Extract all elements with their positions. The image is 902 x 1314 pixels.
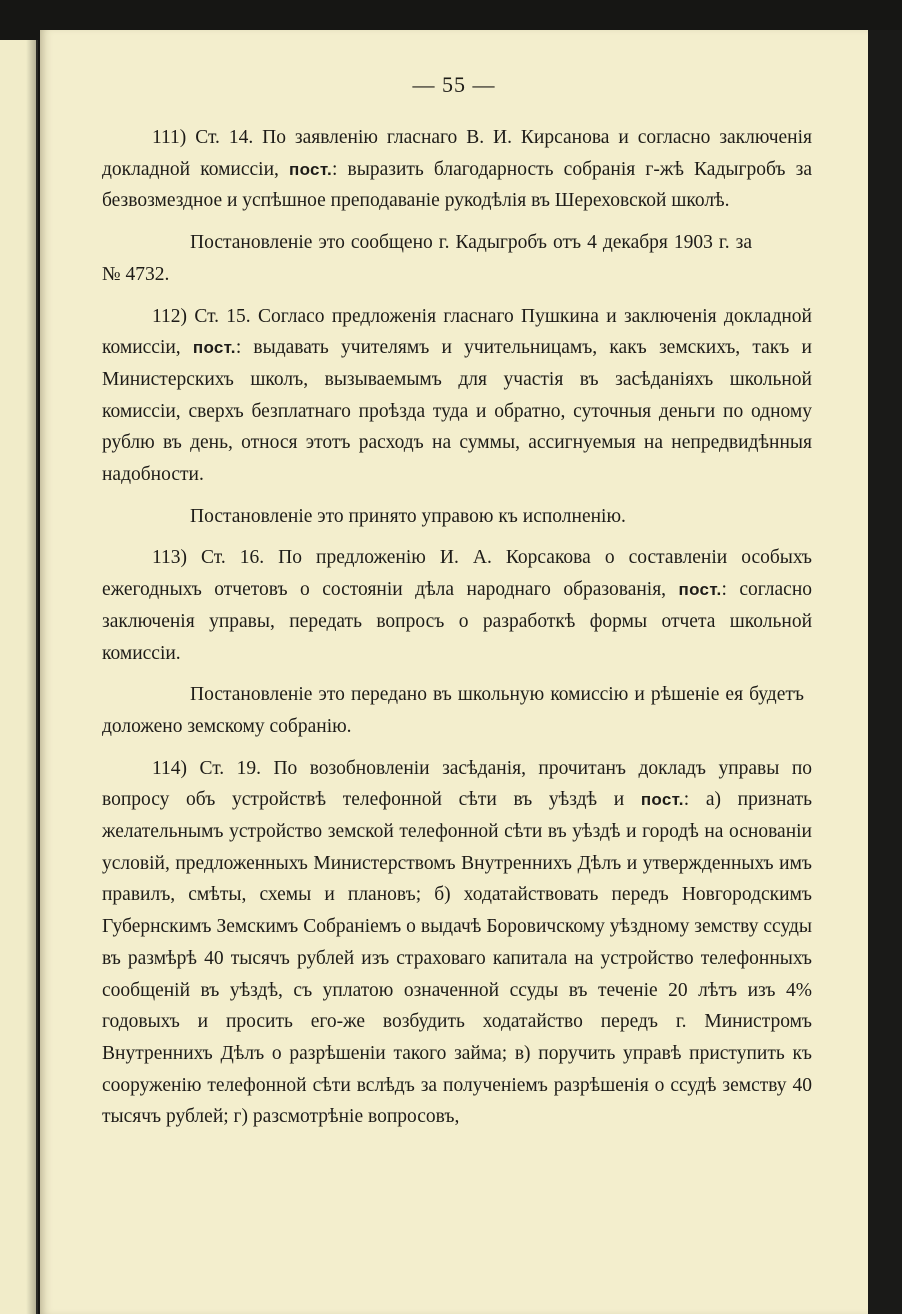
paragraph-114-text: 114) Ст. 19. По возобновленіи засѣданія, прочитанъ докладъ управы по вопросу объ устройствѣ телефонной сѣти въ уѣздѣ и bbox=[102, 757, 812, 811]
right-scan-border bbox=[868, 30, 902, 1314]
previous-page-edge bbox=[0, 40, 38, 1314]
gutter-shadow bbox=[26, 40, 36, 1314]
paragraph-114 bbox=[102, 753, 812, 1133]
resolution-marker: пост. bbox=[289, 159, 332, 179]
paragraph-111-text: 111) Ст. 14. По заявленію гласнаго В. И. Кирсанова и согласно заключенія докладной комиссіи, bbox=[102, 127, 812, 180]
paragraph-112-text: 112) Ст. 15. Согласо предложенія гласнаго Пушкина и заключенія докладной комиссіи, bbox=[102, 305, 812, 359]
paragraph-111 bbox=[102, 122, 812, 217]
note-111: Постановленіе это сообщено г. Кадыгробъ отъ 4 декабря 1903 г. за № 4732. bbox=[102, 232, 752, 285]
paragraph-111-resolution: : выразить благодарность собранія г-жѣ Кадыгробъ за безвозмездное и успѣшное преподаваніе рукодѣлія въ Шереховской школѣ. bbox=[102, 158, 812, 212]
page-number: — 55 — bbox=[412, 72, 496, 97]
paragraph-113-resolution: : согласно заключенія управы, передать вопросъ о разработкѣ формы отчета школьной комиссіи. bbox=[102, 579, 813, 664]
resolution-marker: пост. bbox=[192, 338, 236, 358]
paragraph-112 bbox=[102, 301, 812, 491]
resolution-marker: пост. bbox=[678, 580, 722, 600]
document-page bbox=[40, 30, 868, 1314]
paragraph-112-resolution: : выдавать учителямъ и учительницамъ, какъ земскихъ, такъ и Министерскихъ школъ, вызываемымъ для участія въ засѣданіяхъ школьной комиссіи, сверхъ безплатнаго проѣзда туда и обратно, суточныя деньги по одному рублю въ день, относя этотъ расходъ на суммы, ассигнуемыя на непредвидѣнныя надобности. bbox=[102, 337, 812, 486]
paragraph-114-resolution: : а) признать желательнымъ устройство земской телефонной сѣти въ уѣздѣ и городѣ на основаніи условій, предложенныхъ Министерствомъ Внутреннихъ Дѣлъ и утвержденныхъ имъ правилъ, смѣты, схемы и плановъ; б) ходатайствовать передъ Новгородскимъ Губернскимъ Земскимъ Собраніемъ о выдачѣ Боровичскому уѣздному земству ссуды въ размѣрѣ 40 тысячъ рублей изъ страховаго капитала на устройство телефонныхъ сообщеній въ уѣздѣ, съ уплатою означенной ссуды въ теченіе 20 лѣтъ изъ 4% годовыхъ и просить его-же возбудить ходатайство передъ г. Министромъ Внутреннихъ Дѣлъ о разрѣшеніи такого займа; в) поручить управѣ приступить къ сооруженію телефонной сѣти вслѣдъ за полученіемъ разрѣшенія о ссудѣ земству 40 тысячъ рублей; г) разсмотрѣніе вопросовъ, bbox=[102, 789, 812, 1128]
resolution-marker: пост. bbox=[640, 790, 684, 810]
paragraph-113-text: 113) Ст. 16. По предложенію И. А. Корсакова о составленіи особыхъ ежегодныхъ отчетовъ о состояніи дѣла народнаго образованія, bbox=[102, 547, 812, 601]
paragraph-113 bbox=[102, 542, 812, 669]
note-113: Постановленіе это передано въ школьную комиссію и рѣшеніе ея будетъ доложено земскому собранію. bbox=[102, 684, 804, 737]
page-body bbox=[102, 122, 812, 1133]
note-112: Постановленіе это принято управою къ исполненію. bbox=[190, 505, 626, 527]
